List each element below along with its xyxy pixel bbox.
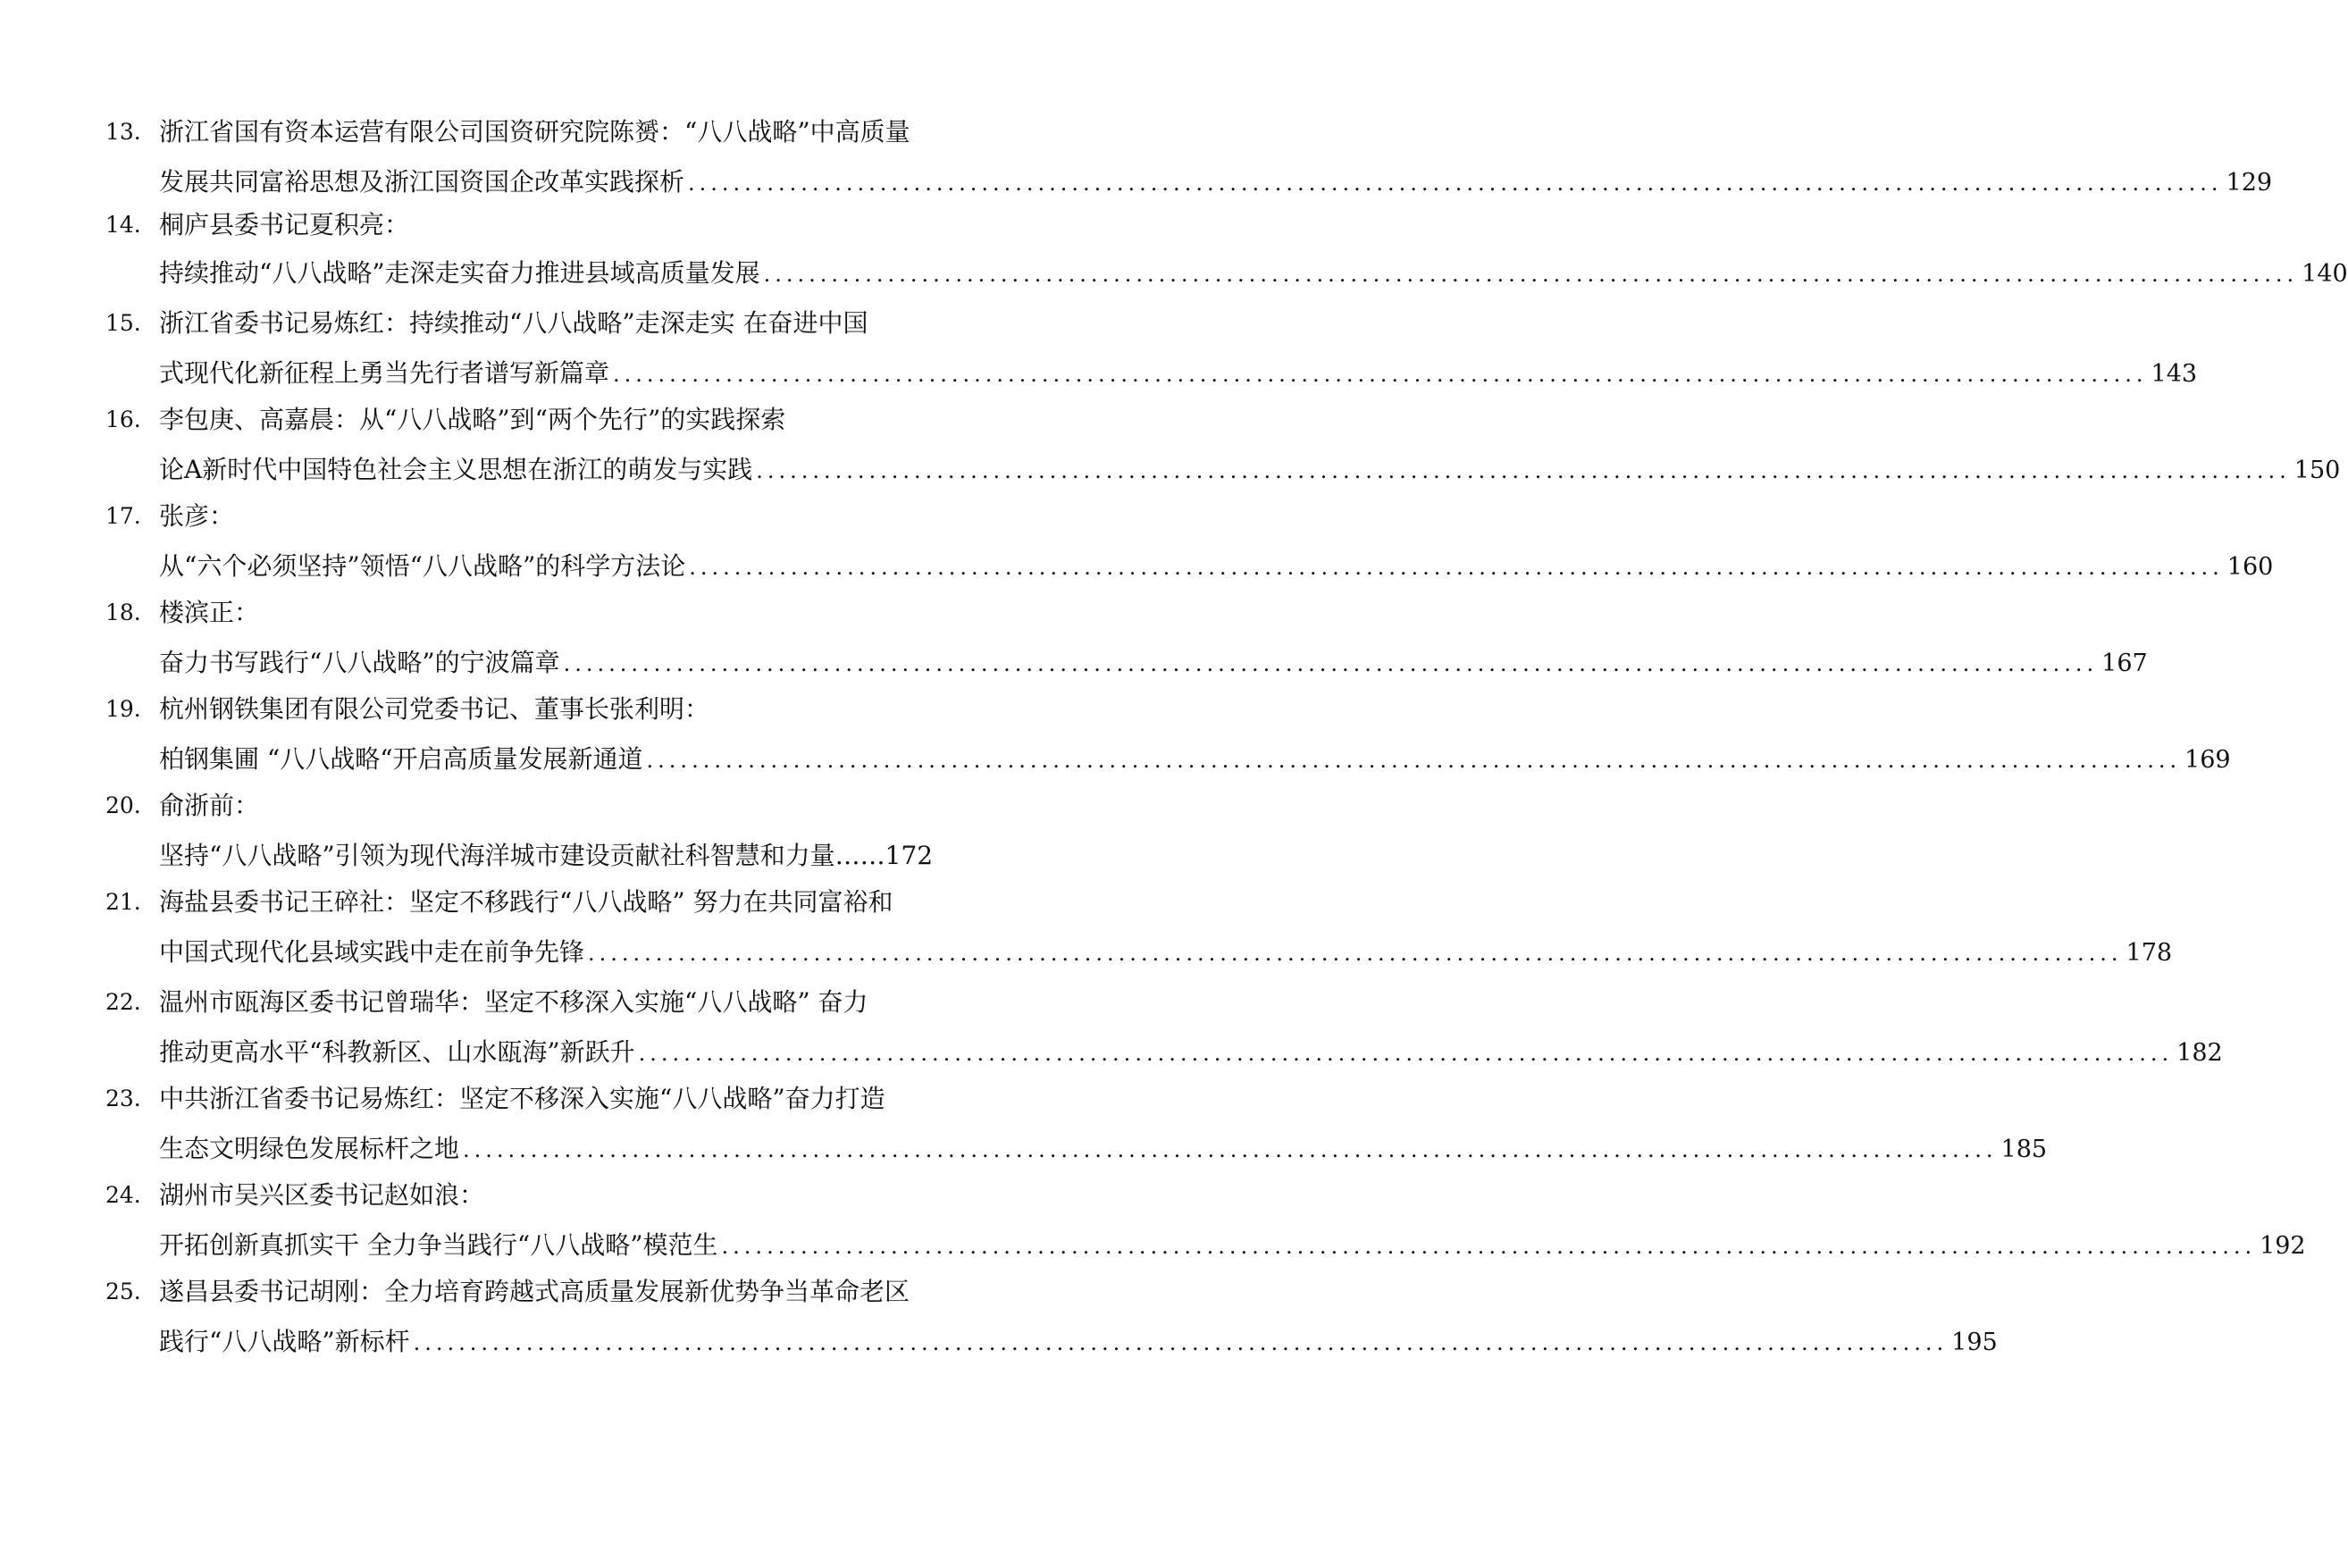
entry-number: 17. — [105, 503, 141, 529]
page-number: 182 — [2176, 1039, 2223, 1067]
entry-number: 20. — [105, 792, 141, 818]
entry-title-line2[interactable] — [159, 1029, 2223, 1076]
entry-number: 14. — [105, 212, 141, 238]
entry-title-text: 发展共同富裕思想及浙江国资国企改革实践探析 — [159, 167, 685, 197]
entry-title-line1: 张彦： — [159, 501, 235, 531]
entry-number: 15. — [105, 310, 141, 336]
entry-title-line1: 浙江省委书记易炼红：持续推动“八八战略”走深走实 在奋进中国 — [159, 308, 868, 338]
entry-title-line1: 桐庐县委书记夏积亮： — [159, 210, 410, 239]
page-number: 192 — [2260, 1232, 2306, 1260]
entry-title-line2[interactable] — [159, 250, 2348, 297]
entry-title-line2[interactable] — [159, 1126, 2048, 1172]
entry-number: 22. — [105, 989, 141, 1015]
entry-title-line1: 杭州钢铁集团有限公司党委书记、董事长张利明： — [159, 694, 710, 724]
entry-title-text: 从“六个必须坚持”领悟“八八战略”的科学方法论 — [159, 551, 686, 581]
entry-title-text: 式现代化新征程上勇当先行者谱写新篇章 — [159, 358, 610, 388]
entry-number: 21. — [105, 889, 141, 915]
entry-title-text: 柏钢集圃 “八八战略“开启高质量发展新通道 — [159, 744, 643, 774]
dot-leader: ........................................................................................................................................ — [689, 555, 2224, 580]
entry-number: 23. — [105, 1086, 141, 1111]
page-number: 129 — [2226, 169, 2273, 197]
dot-leader: ........................................................................................................................................ — [413, 1330, 1949, 1355]
entry-title-line2[interactable] — [159, 1319, 1998, 1365]
entry-title-line2[interactable] — [159, 833, 1004, 879]
page-number: 167 — [2101, 650, 2148, 677]
entry-title-text: 持续推动“八八战略”走深走实奋力推进县域高质量发展 — [159, 258, 760, 288]
page-number: 140 — [2302, 260, 2348, 288]
entry-title-text: 开拓创新真抓实干 全力争当践行“八八战略”模范生 — [159, 1230, 718, 1260]
entry-title-line2[interactable] — [159, 640, 2148, 686]
entry-number: 24. — [105, 1182, 141, 1208]
entry-title-line1: 楼滨正： — [159, 598, 260, 627]
dot-leader: ........................................................................................................................................ — [721, 1234, 2257, 1259]
entry-number: 19. — [105, 696, 141, 722]
entry-title-text: 论A新时代中国特色社会主义思想在浙江的萌发与实践 — [159, 455, 753, 484]
page-number: 143 — [2151, 360, 2198, 388]
entry-title-line2[interactable] — [159, 929, 2173, 976]
entry-number: 13. — [105, 119, 141, 145]
entry-title-line2[interactable] — [159, 543, 2274, 590]
entry-title-line1: 遂昌县委书记胡刚：全力培育跨越式高质量发展新优势争当革命老区 — [159, 1277, 910, 1306]
entry-title-line1: 湖州市吴兴区委书记赵如浪： — [159, 1180, 485, 1210]
entry-title-text: 中国式现代化县域实践中走在前争先锋 — [159, 937, 585, 967]
entry-title-line1: 浙江省国有资本运营有限公司国资研究院陈赟：“八八战略”中高质量 — [159, 117, 910, 147]
entry-title-line2[interactable] — [159, 159, 2273, 205]
entry-title-line1: 俞浙前： — [159, 791, 260, 820]
entry-title-text: 坚持“八八战略”引领为现代海洋城市建设贡献社科智慧和力量……172 — [159, 841, 934, 870]
entry-title-text: 践行“八八战略”新标杆 — [159, 1327, 410, 1356]
entry-title-text: 推动更高水平“科教新区、山水瓯海”新跃升 — [159, 1037, 635, 1067]
page-number: 195 — [1951, 1329, 1998, 1356]
entry-title-line1: 海盐县委书记王碎社：坚定不移践行“八八战略” 努力在共同富裕和 — [159, 887, 893, 917]
entry-title-line1: 李包庚、高嘉晨：从“八八战略”到“两个先行”的实践探索 — [159, 405, 786, 434]
entry-title-line2[interactable] — [159, 1222, 2306, 1269]
entry-title-line1: 中共浙江省委书记易炼红：坚定不移深入实施“八八战略”奋力打造 — [159, 1084, 885, 1113]
entry-title-text: 奋力书写践行“八八战略”的宁波篇章 — [159, 648, 560, 677]
entry-number: 18. — [105, 600, 141, 625]
entry-number: 16. — [105, 407, 141, 432]
entry-title-line2[interactable] — [159, 447, 2341, 493]
dot-leader: ........................................................................................................................................ — [463, 1137, 1998, 1162]
page-number: 150 — [2293, 457, 2341, 484]
entry-title-text: 生态文明绿色发展标杆之地 — [159, 1134, 460, 1163]
dot-leader: ........................................................................................................................................ — [563, 651, 2099, 676]
dot-leader: ........................................................................................................................................ — [646, 748, 2182, 773]
entry-title-line1: 温州市瓯海区委书记曾瑞华：坚定不移深入实施“八八战略” 奋力 — [159, 987, 868, 1017]
page-number: 185 — [2000, 1136, 2048, 1163]
entry-title-line2[interactable] — [159, 350, 2198, 397]
page-number: 169 — [2184, 746, 2231, 774]
entry-title-line2[interactable] — [159, 736, 2231, 783]
dot-leader: ........................................................................................................................................ — [588, 941, 2123, 966]
dot-leader: ........................................................................................................................................ — [688, 171, 2223, 196]
dot-leader: ........................................................................................................................................ — [638, 1041, 2174, 1066]
dot-leader: ........................................................................................................................................ — [763, 262, 2299, 287]
page-number: 160 — [2226, 553, 2274, 581]
entry-number: 25. — [105, 1279, 141, 1304]
dot-leader: ........................................................................................................................................ — [613, 362, 2148, 387]
page-number: 178 — [2126, 939, 2173, 967]
dot-leader: ........................................................................................................................................ — [756, 458, 2291, 483]
